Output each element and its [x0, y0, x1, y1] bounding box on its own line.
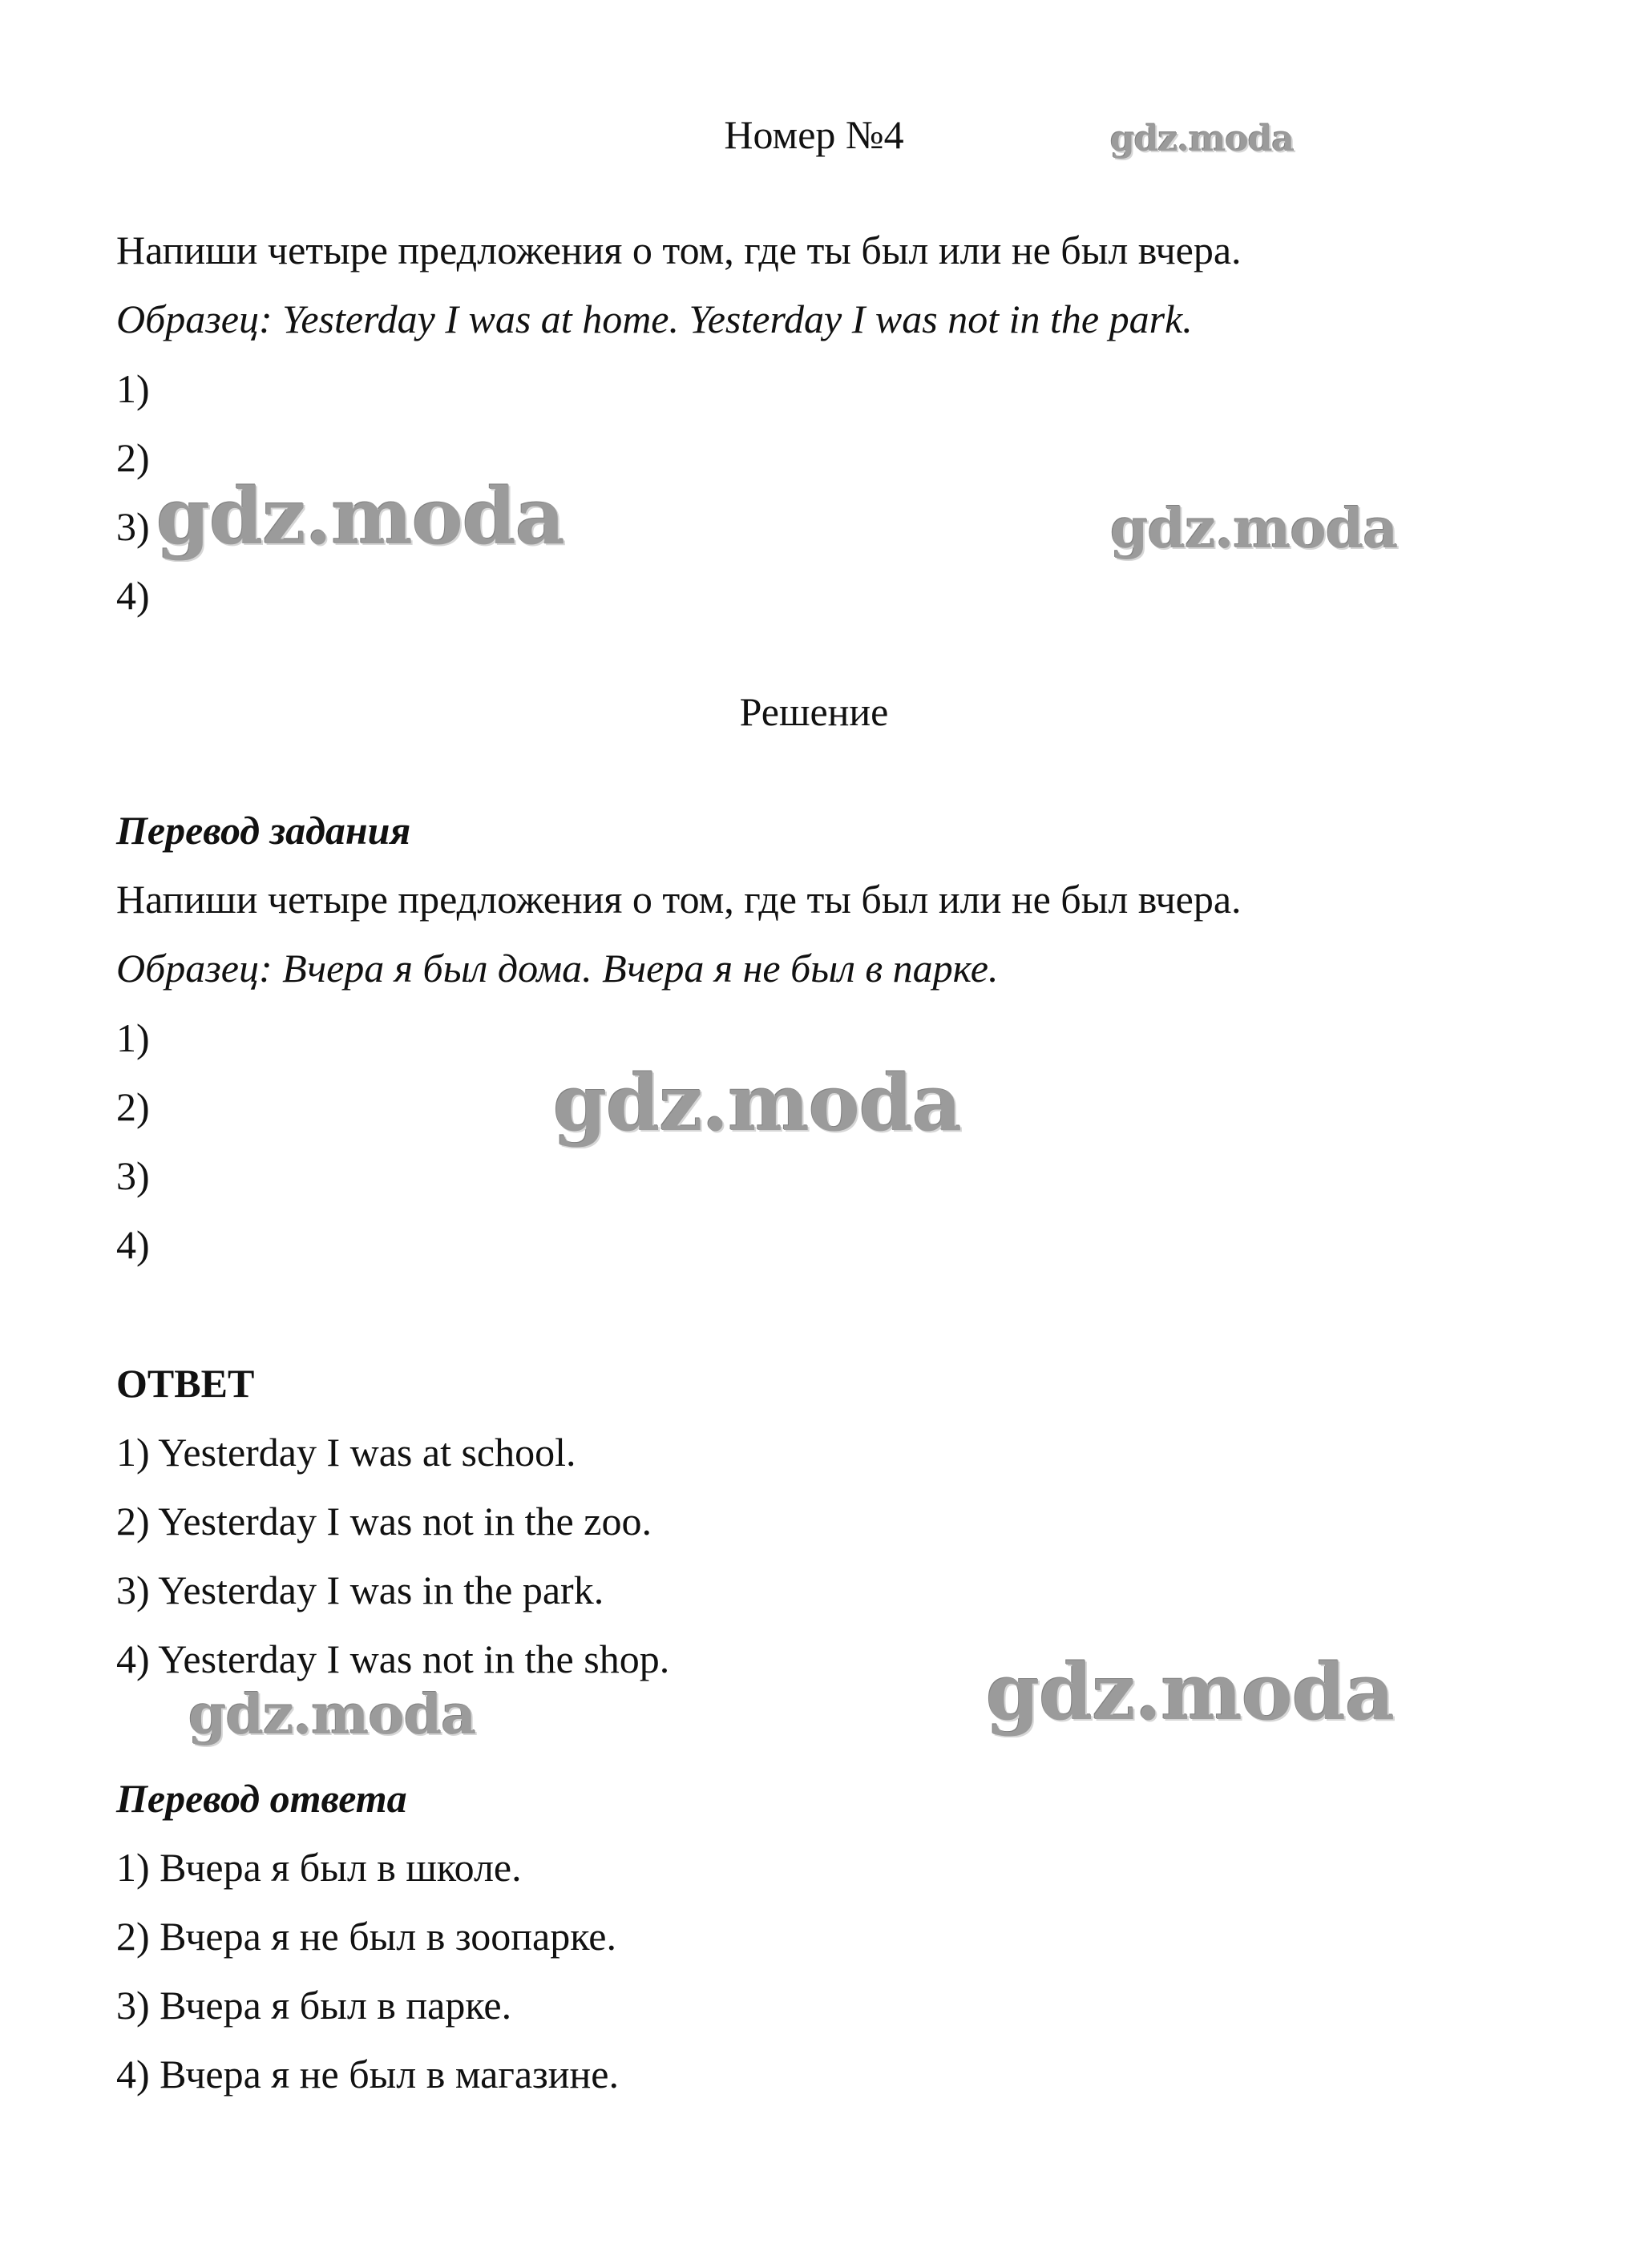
translation-blank-1: 1): [116, 1015, 150, 1060]
task-blank-3: 3): [116, 504, 150, 549]
watermark-logo: gdz.moda: [1110, 119, 1295, 159]
translation-example: Образец: Вчера я был дома. Вчера я не был в парке.: [116, 946, 999, 991]
task-example: Образец: Yesterday I was at home. Yesterday I was not in the park.: [116, 297, 1193, 341]
answer-item-4: 4) Yesterday I was not in the shop.: [116, 1636, 670, 1681]
answer-translation-item-4: 4) Вчера я не был в магазине.: [116, 2052, 619, 2096]
solution-label: Решение: [739, 689, 889, 734]
watermark-logo: gdz.moda: [156, 471, 565, 562]
answer-translation-item-3: 3) Вчера я был в парке.: [116, 1983, 512, 2028]
translation-blank-3: 3): [116, 1153, 150, 1198]
answer-item-1: 1) Yesterday I was at school.: [116, 1430, 576, 1475]
page-title: Номер №4: [724, 112, 904, 157]
answer-heading: ОТВЕТ: [116, 1361, 255, 1406]
watermark-logo: gdz.moda: [553, 1058, 962, 1148]
task-blank-2: 2): [116, 435, 150, 480]
translation-blank-2: 2): [116, 1084, 150, 1129]
task-prompt: Напиши четыре предложения о том, где ты был или не был вчера.: [116, 228, 1242, 272]
translation-heading: Перевод задания: [116, 808, 411, 853]
answer-item-3: 3) Yesterday I was in the park.: [116, 1568, 604, 1612]
translation-blank-4: 4): [116, 1222, 150, 1267]
translation-prompt: Напиши четыре предложения о том, где ты был или не был вчера.: [116, 877, 1242, 922]
answer-translation-item-1: 1) Вчера я был в школе.: [116, 1845, 522, 1890]
answer-translation-heading: Перевод ответа: [116, 1776, 407, 1821]
task-blank-1: 1): [116, 366, 150, 411]
watermark-logo: gdz.moda: [188, 1683, 476, 1747]
watermark-logo: gdz.moda: [986, 1647, 1395, 1737]
task-blank-4: 4): [116, 573, 150, 618]
watermark-logo: gdz.moda: [1110, 497, 1398, 561]
answer-item-2: 2) Yesterday I was not in the zoo.: [116, 1499, 652, 1544]
answer-translation-item-2: 2) Вчера я не был в зоопарке.: [116, 1914, 616, 1959]
